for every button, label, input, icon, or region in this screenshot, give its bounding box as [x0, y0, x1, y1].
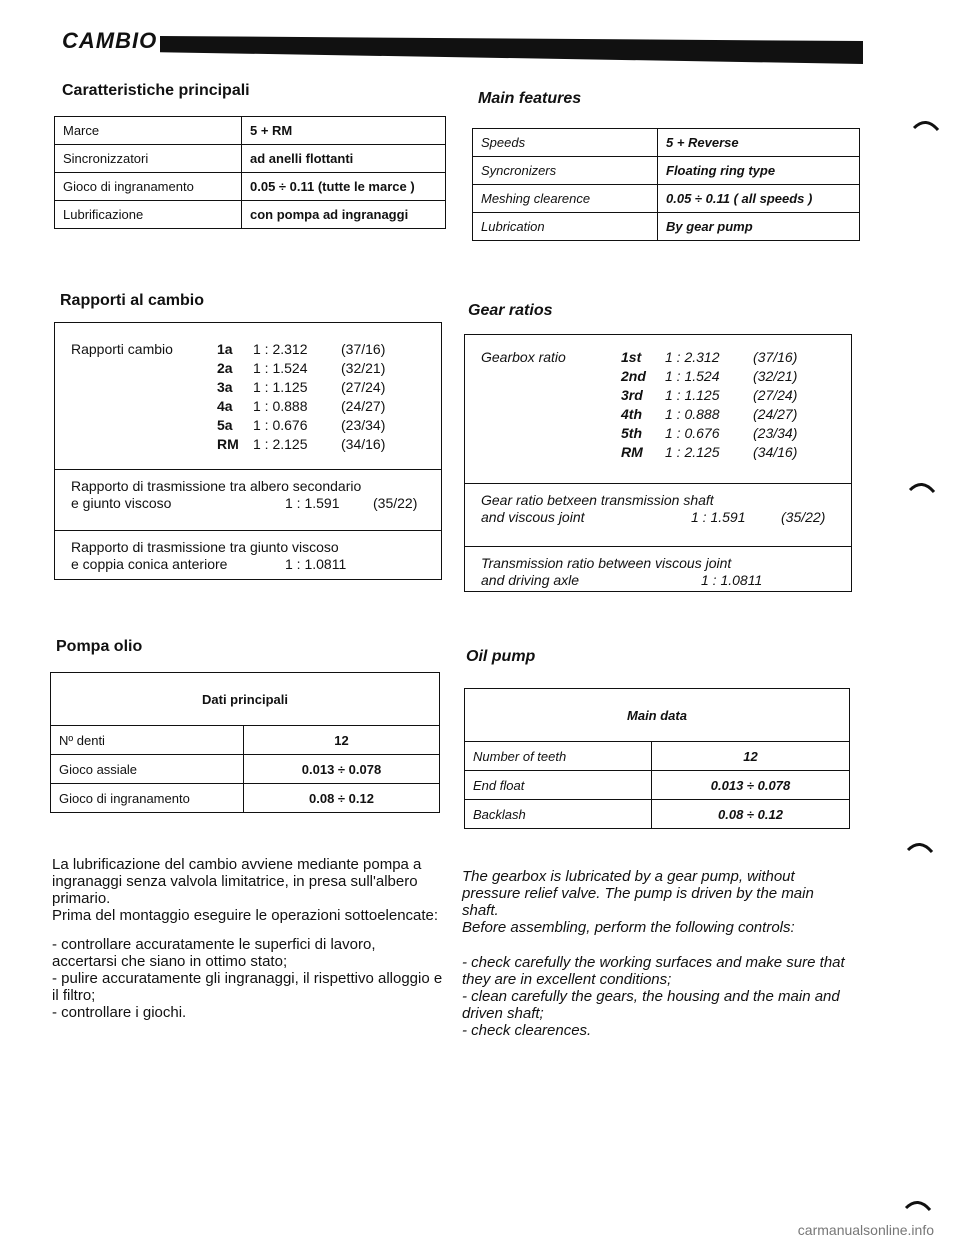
en-axle-section [465, 546, 851, 603]
gear-ratio: 1 : 2.125 [253, 436, 308, 452]
en-ratios-grid [481, 349, 851, 460]
gear-name: RM [621, 444, 643, 460]
spec-value: By gear pump [658, 213, 860, 241]
table-row [465, 742, 850, 771]
oil-table-header: Dati principali [51, 673, 440, 726]
spec-value: Floating ring type [658, 157, 860, 185]
en-features-table [472, 128, 860, 241]
spec-label: Marce [55, 117, 242, 145]
paragraph: Before assembling, perform the following controls: [462, 919, 795, 936]
oil-label: Nº denti [51, 726, 244, 755]
margin-mark-icon [906, 838, 936, 856]
gear-name: 4a [217, 398, 233, 414]
paragraph: - check carefully the working surfaces and make sure that they are in excellent conditions; [462, 954, 845, 988]
gear-name: 1st [621, 349, 642, 365]
it-body-text [52, 856, 444, 1033]
axle-ratio: 1 : 1.0811 [701, 572, 763, 588]
margin-mark-icon [908, 478, 938, 496]
gear-name: 1a [217, 341, 233, 357]
paragraph: - controllare accuratamente le superfici di lavoro, accertarsi che siano in ottimo stato; [52, 936, 376, 970]
en-oil-title: Oil pump [466, 648, 536, 665]
axle-text-1: Transmission ratio between viscous joint [481, 555, 732, 571]
gear-teeth: (23/34) [341, 417, 386, 433]
gear-teeth: (32/21) [753, 368, 798, 384]
ratios-label: Gearbox ratio [481, 349, 566, 365]
axle-ratio: 1 : 1.0811 [285, 556, 347, 572]
gear-name: 2nd [621, 368, 646, 384]
paragraph: - clean carefully the gears, the housing and the main and driven shaft; [462, 988, 840, 1022]
gear-ratio: 1 : 1.125 [253, 379, 308, 395]
gear-ratio: 1 : 0.888 [253, 398, 308, 414]
viscous-text-2: e giunto viscoso [71, 495, 172, 511]
en-oil-table [464, 688, 850, 829]
it-ratios-grid [71, 341, 441, 452]
spec-value: 0.05 ÷ 0.11 (tutte le marce ) [242, 173, 446, 201]
gear-name: 4th [621, 406, 642, 422]
oil-label: End float [465, 771, 652, 800]
spec-value: 5 + Reverse [658, 129, 860, 157]
viscous-ratio: 1 : 1.591 [691, 509, 746, 525]
paragraph: - controllare i giochi. [52, 1004, 187, 1021]
en-ratios-title: Gear ratios [468, 302, 553, 319]
page-section-title: CAMBIO [62, 28, 158, 53]
gear-ratio: 1 : 1.125 [665, 387, 720, 403]
gear-teeth: (24/27) [341, 398, 386, 414]
table-row [55, 173, 446, 201]
paragraph: The gearbox is lubricated by a gear pump, without pressure relief valve. The pump is driven by the main shaft. [462, 868, 814, 919]
gear-name: RM [217, 436, 239, 452]
viscous-teeth: (35/22) [781, 509, 826, 525]
table-row [465, 800, 850, 829]
oil-label: Gioco assiale [51, 755, 244, 784]
spec-label: Sincronizzatori [55, 145, 242, 173]
spec-label: Meshing clearence [473, 185, 658, 213]
margin-mark-icon [912, 116, 942, 134]
it-viscous-section [55, 469, 441, 530]
it-ratios-title: Rapporti al cambio [60, 292, 205, 309]
viscous-text-1: Rapporto di trasmissione tra albero secondario [71, 478, 362, 494]
spec-value: 0.05 ÷ 0.11 ( all speeds ) [658, 185, 860, 213]
paragraph: - check clearences. [462, 1022, 592, 1039]
gear-ratio: 1 : 2.312 [253, 341, 308, 357]
table-row [473, 129, 860, 157]
it-features-title: Caratteristiche principali [62, 82, 250, 99]
oil-label: Gioco di ingranamento [51, 784, 244, 813]
oil-value: 12 [244, 726, 440, 755]
table-row [55, 145, 446, 173]
table-row [473, 185, 860, 213]
en-body-text [462, 868, 852, 1051]
spec-value: con pompa ad ingranaggi [242, 201, 446, 229]
viscous-text-2: and viscous joint [481, 509, 585, 525]
oil-label: Number of teeth [465, 742, 652, 771]
it-oil-table [50, 672, 440, 813]
table-row [55, 201, 446, 229]
spec-label: Lubrication [473, 213, 658, 241]
spec-value: ad anelli flottanti [242, 145, 446, 173]
spec-label: Gioco di ingranamento [55, 173, 242, 201]
gear-ratio: 1 : 2.125 [665, 444, 720, 460]
oil-value: 12 [652, 742, 850, 771]
header-bar [160, 36, 863, 64]
spec-label: Speeds [473, 129, 658, 157]
gear-teeth: (34/16) [341, 436, 386, 452]
axle-text-2: and driving axle [481, 572, 580, 588]
gear-name: 5a [217, 417, 233, 433]
gear-teeth: (27/24) [753, 387, 798, 403]
gear-teeth: (34/16) [753, 444, 798, 460]
spec-value: 5 + RM [242, 117, 446, 145]
oil-label: Backlash [465, 800, 652, 829]
table-row [473, 213, 860, 241]
oil-value: 0.08 ÷ 0.12 [652, 800, 850, 829]
gear-name: 5th [621, 425, 642, 441]
gear-teeth: (24/27) [753, 406, 798, 422]
spec-label: Syncronizers [473, 157, 658, 185]
ratios-label: Rapporti cambio [71, 341, 173, 357]
gear-name: 3a [217, 379, 233, 395]
it-ratios-box [54, 322, 442, 580]
gear-name: 2a [217, 360, 233, 376]
gear-ratio: 1 : 1.524 [665, 368, 720, 384]
axle-text-1: Rapporto di trasmissione tra giunto viscoso [71, 539, 339, 555]
oil-value: 0.013 ÷ 0.078 [652, 771, 850, 800]
table-row [51, 755, 440, 784]
en-features-title: Main features [478, 90, 582, 107]
table-row [51, 784, 440, 813]
viscous-ratio: 1 : 1.591 [285, 495, 340, 511]
table-row [473, 157, 860, 185]
oil-value: 0.013 ÷ 0.078 [244, 755, 440, 784]
gear-ratio: 1 : 0.888 [665, 406, 720, 422]
table-row [51, 726, 440, 755]
it-axle-section [55, 530, 441, 587]
viscous-text-1: Gear ratio betxeen transmission shaft [481, 492, 714, 508]
en-ratios-box [464, 334, 852, 592]
viscous-teeth: (35/22) [373, 495, 418, 511]
table-row [465, 771, 850, 800]
it-features-table [54, 116, 446, 229]
gear-teeth: (37/16) [341, 341, 386, 357]
gear-teeth: (27/24) [341, 379, 386, 395]
gear-ratio: 1 : 0.676 [665, 425, 720, 441]
oil-table-header: Main data [465, 689, 850, 742]
spec-label: Lubrificazione [55, 201, 242, 229]
paragraph: - pulire accuratamente gli ingranaggi, il rispettivo alloggio e il filtro; [52, 970, 443, 1004]
gear-teeth: (37/16) [753, 349, 798, 365]
gear-teeth: (23/34) [753, 425, 798, 441]
en-viscous-section [465, 483, 851, 546]
oil-value: 0.08 ÷ 0.12 [244, 784, 440, 813]
paragraph: Prima del montaggio eseguire le operazioni sottoelencate: [52, 907, 439, 924]
watermark: carmanualsonline.info [797, 1222, 934, 1238]
paragraph: La lubrificazione del cambio avviene mediante pompa a ingranaggi senza valvola limitatrice, in presa sull'albero primario. [52, 856, 422, 907]
table-row [55, 117, 446, 145]
axle-text-2: e coppia conica anteriore [71, 556, 228, 572]
it-oil-title: Pompa olio [56, 638, 143, 655]
gear-ratio: 1 : 1.524 [253, 360, 308, 376]
gear-name: 3rd [621, 387, 643, 403]
gear-teeth: (32/21) [341, 360, 386, 376]
gear-ratio: 1 : 0.676 [253, 417, 308, 433]
gear-ratio: 1 : 2.312 [665, 349, 720, 365]
margin-mark-icon [904, 1196, 934, 1214]
